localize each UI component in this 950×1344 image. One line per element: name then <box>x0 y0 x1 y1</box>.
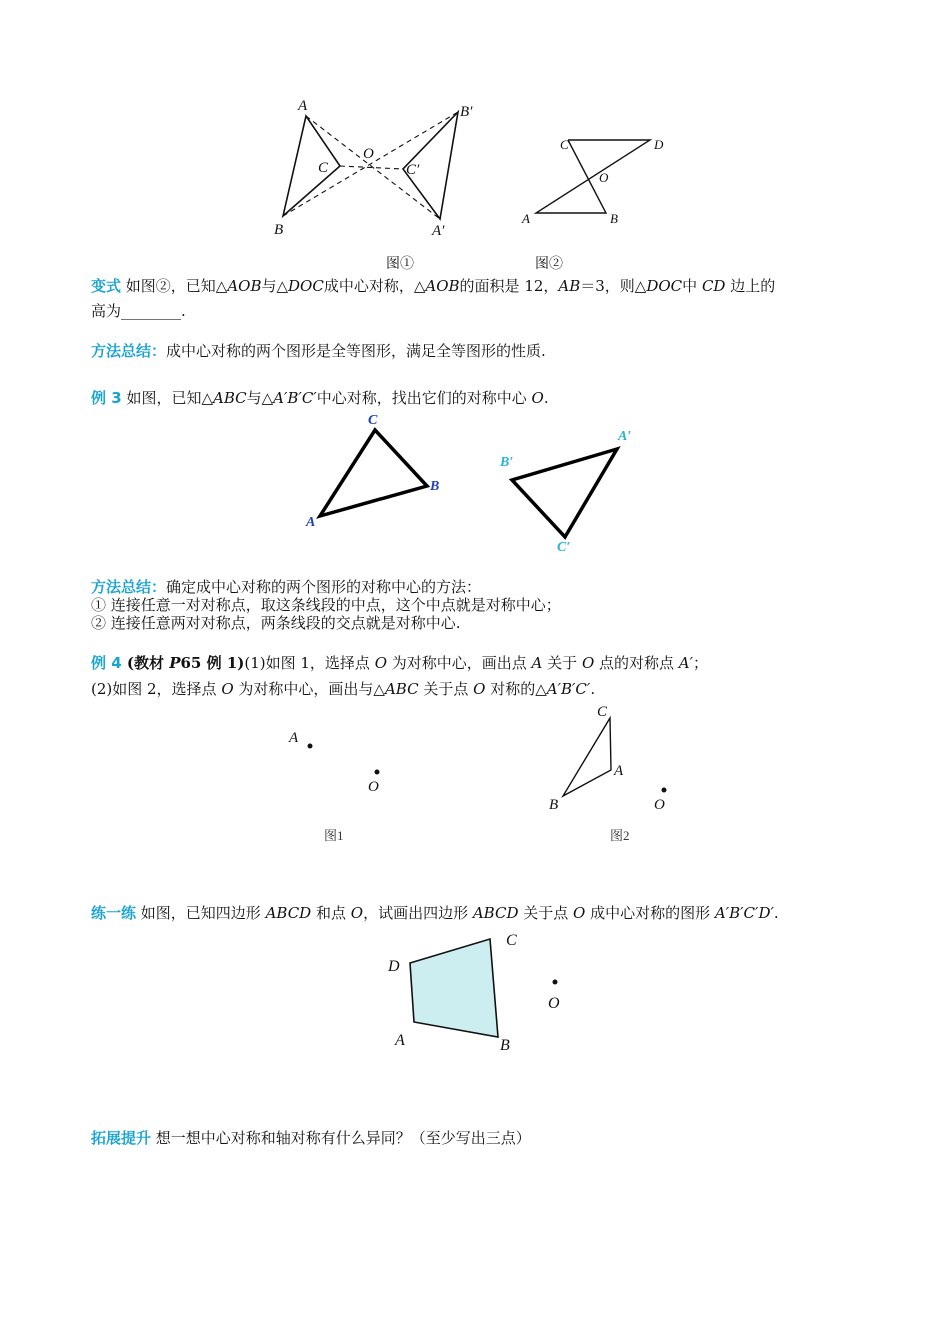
label-c: C <box>318 160 329 176</box>
label-b-prime: B′ <box>500 455 514 470</box>
label-a: A <box>306 515 316 530</box>
label-c: C <box>597 704 608 720</box>
label-d: D <box>654 137 664 152</box>
example-4-figure-1 <box>280 718 400 848</box>
label-o: O <box>654 797 665 813</box>
example-4-figure-2 <box>540 700 680 848</box>
label-o: O <box>548 995 560 1012</box>
method-summary-2: 方法总结：确定成中心对称的两个图形的对称中心的方法： <box>91 578 482 596</box>
practice-question: 练一练 如图，已知四边形 ABCD 和点 O，试画出四边形 ABCD 关于点 O 成中心对称的图形 A′B′C′D′. <box>91 904 779 922</box>
figure-2-caption: 图2 <box>610 828 630 843</box>
method-summary-tag: 方法总结： <box>91 578 167 596</box>
label-b: B <box>274 222 284 238</box>
label-a: A <box>395 1032 405 1049</box>
figure-1-caption: 图① <box>386 256 414 272</box>
extension-question: 拓展提升 想一想中心对称和轴对称有什么异同？（至少写出三点） <box>91 1129 531 1147</box>
label-b: B <box>500 1037 510 1054</box>
label-c: C <box>560 137 569 152</box>
example-3-question: 例 3 如图，已知△ABC与△A′B′C′中心对称，找出它们的对称中心 O. <box>91 389 549 407</box>
figure-1-caption: 图1 <box>324 828 344 843</box>
triangle-abc <box>283 116 340 216</box>
quadrilateral-abcd <box>410 939 498 1037</box>
triangle-abc-prime <box>512 449 617 537</box>
figure-2-caption: 图② <box>535 256 563 272</box>
point-o <box>375 770 380 775</box>
method-summary-tag: 方法总结： <box>91 342 167 360</box>
label-c: C <box>368 413 378 428</box>
point-o <box>662 788 667 793</box>
label-b: B <box>430 479 440 494</box>
label-b: B <box>549 797 559 813</box>
example-3-tag: 例 3 <box>91 389 122 407</box>
label-c: C <box>506 932 517 949</box>
label-b-prime: B′ <box>460 104 473 120</box>
label-a: A <box>522 211 530 226</box>
variant-question-line-2: 高为________. <box>91 302 186 320</box>
point-o <box>553 980 558 985</box>
label-o: O <box>368 779 379 795</box>
dashed-b-bprime <box>283 112 458 216</box>
example-4-tag: 例 4 <box>91 654 122 672</box>
triangle-abc <box>320 430 427 516</box>
label-c-prime: C′ <box>406 162 420 178</box>
method-item-2: ② 连接任意两对对称点，两条线段的交点就是对称中心. <box>91 614 461 632</box>
label-a: A <box>614 763 624 779</box>
method-item-1: ① 连接任意一对对称点，取这条线段的中点，这个中点就是对称中心； <box>91 596 561 614</box>
triangle-abc <box>563 718 611 796</box>
point-a <box>308 744 313 749</box>
practice-figure <box>380 925 580 1060</box>
practice-tag: 练一练 <box>91 904 137 922</box>
label-o: O <box>599 170 609 185</box>
label-a: A <box>298 98 308 114</box>
example-4-line-1: 例 4 (教材 P65 例 1)(1)如图 1，选择点 O 为对称中心，画出点 A 关于 O 点的对称点 A′； <box>91 654 709 672</box>
label-a-prime: A′ <box>618 429 632 444</box>
label-d: D <box>388 958 400 975</box>
label-o: O <box>363 146 374 162</box>
example-3-figure <box>300 408 650 558</box>
label-c-prime: C′ <box>557 540 571 555</box>
label-a: A <box>289 730 299 746</box>
variant-question-line-1: 变式 如图②，已知△AOB与△DOC成中心对称，△AOB的面积是 12，AB＝3，则△DOC中 CD 边上的 <box>91 277 776 295</box>
label-b: B <box>610 211 618 226</box>
figure-1-triangles-aob <box>260 92 500 242</box>
example-4-line-2: (2)如图 2，选择点 O 为对称中心，画出与△ABC 关于点 O 对称的△A′B′C′. <box>91 680 596 698</box>
variant-tag: 变式 <box>91 277 122 295</box>
label-a-prime: A′ <box>432 223 445 239</box>
figure-2-crossing-segments <box>516 128 676 232</box>
extension-tag: 拓展提升 <box>91 1129 152 1147</box>
method-summary-1: 方法总结：成中心对称的两个图形是全等图形，满足全等图形的性质. <box>91 342 546 360</box>
figure-2-outline <box>536 140 650 213</box>
